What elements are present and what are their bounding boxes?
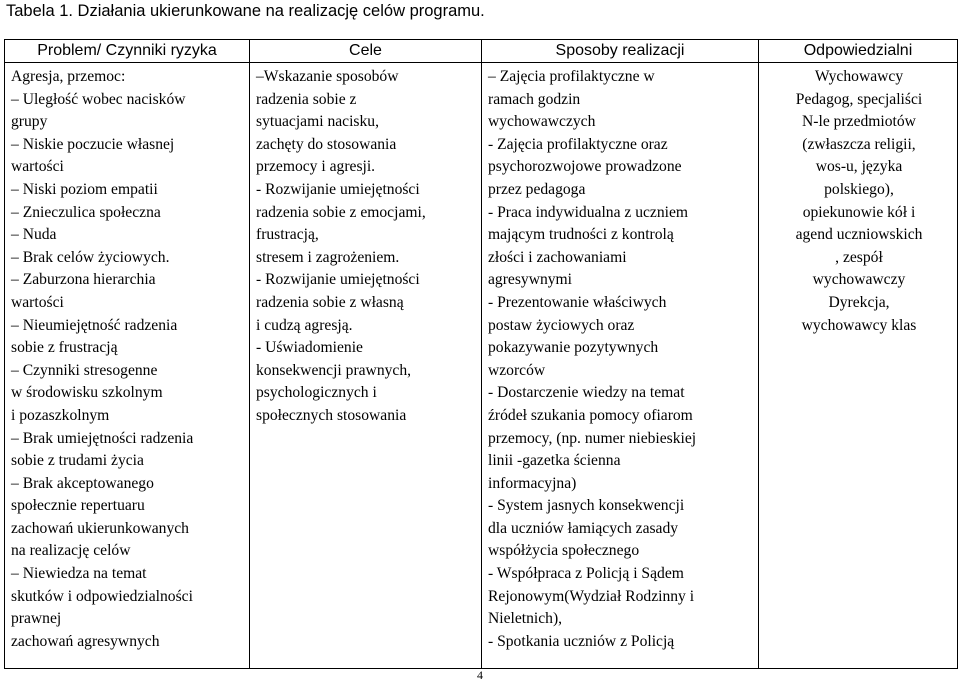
cell-line: - System jasnych konsekwencji: [488, 497, 685, 515]
cell-line: polskiego),: [824, 180, 894, 198]
cell-line: – Zaburzona hierarchia: [11, 271, 156, 289]
cell-methods: [482, 63, 759, 669]
cell-line: zachowań ukierunkowanych: [11, 519, 189, 537]
cell-line: – Brak umiejętności radzenia: [11, 429, 194, 447]
cell-line: – Czynniki stresogenne: [11, 361, 158, 379]
cell-problems: [5, 63, 250, 669]
cell-line: - Współpraca z Policją i Sądem: [488, 565, 684, 583]
cell-line: radzenia sobie z emocjami,: [256, 203, 426, 221]
methods-list: [482, 63, 758, 653]
problems-list: [5, 63, 249, 653]
cell-line: – Zajęcia profilaktyczne w: [488, 68, 655, 85]
actions-table: [4, 39, 958, 669]
goals-list: [250, 63, 481, 428]
cell-line: , zespół: [835, 248, 883, 266]
cell-line: wychowawcy klas: [801, 316, 917, 334]
cell-line: dla uczniów łamiących zasady: [488, 519, 679, 537]
cell-line: - Prezentowanie właściwych: [488, 293, 667, 311]
cell-line: - Uświadomienie: [256, 339, 363, 357]
cell-line: sobie z trudami życia: [11, 452, 144, 470]
cell-line: wzorców: [488, 361, 546, 379]
cell-line: i cudzą agresją.: [256, 316, 353, 334]
cell-line: złości i zachowaniami: [488, 248, 627, 266]
cell-line: w środowisku szkolnym: [11, 384, 163, 402]
cell-line: ramach godzin: [488, 90, 581, 108]
cell-line: Wychowawcy: [814, 68, 904, 85]
cell-line: Agresja, przemoc:: [11, 68, 126, 85]
cell-line: psychologicznych i: [256, 384, 377, 402]
cell-line: linii -gazetka ścienna: [488, 452, 621, 470]
cell-line: - Rozwijanie umiejętności: [256, 271, 420, 289]
responsible-list: [759, 63, 957, 337]
cell-line: – Niski poziom empatii: [11, 180, 158, 198]
cell-line: informacyjna): [488, 474, 577, 492]
cell-line: - Dostarczenie wiedzy na temat: [488, 384, 685, 402]
cell-line: na realizację celów: [11, 542, 131, 560]
cell-line: zachęty do stosowania: [256, 135, 397, 153]
table-header-row: [5, 40, 958, 63]
cell-line: pokazywanie pozytywnych: [488, 339, 659, 357]
cell-line: społecznie repertuaru: [11, 497, 145, 515]
cell-line: – Nieumiejętność radzenia: [11, 316, 178, 334]
cell-line: radzenia sobie z: [256, 90, 357, 108]
cell-line: – Znieczulica społeczna: [11, 203, 161, 221]
cell-line: (zwłaszcza religii,: [802, 135, 916, 153]
cell-goals: [250, 63, 482, 669]
cell-line: agresywnymi: [488, 271, 573, 289]
header-responsible: Odpowiedzialni: [759, 40, 958, 63]
cell-line: Pedagog, specjaliści: [795, 90, 923, 108]
header-goals: Cele: [250, 40, 482, 63]
cell-line: - Rozwijanie umiejętności: [256, 180, 420, 198]
cell-line: przez pedagoga: [488, 180, 586, 198]
cell-line: wychowawczy: [812, 271, 906, 289]
cell-line: agend uczniowskich: [795, 226, 923, 244]
cell-line: mającym trudności z kontrolą: [488, 226, 674, 244]
table-row: [5, 63, 958, 669]
cell-line: Nieletnich),: [488, 610, 563, 628]
header-problems: Problem/ Czynniki ryzyka: [5, 40, 250, 63]
cell-line: psychorozwojowe prowadzone: [488, 158, 682, 176]
cell-line: wartości: [11, 158, 64, 176]
cell-line: współżycia społecznego: [488, 542, 640, 560]
cell-line: radzenia sobie z własną: [256, 293, 404, 311]
cell-line: wartości: [11, 293, 64, 311]
cell-line: - Spotkania uczniów z Policją: [488, 632, 675, 650]
cell-line: – Niewiedza na temat: [11, 565, 147, 583]
cell-line: zachowań agresywnych: [11, 632, 160, 650]
cell-line: – Nuda: [11, 226, 57, 244]
cell-line: - Zajęcia profilaktyczne oraz: [488, 135, 668, 153]
cell-line: opiekunowie kół i: [802, 203, 916, 221]
cell-line: prawnej: [11, 610, 62, 628]
cell-line: – Niskie poczucie własnej: [11, 135, 175, 153]
cell-line: społecznych stosowania: [256, 406, 407, 424]
cell-line: – Brak akceptowanego: [11, 474, 154, 492]
cell-line: sobie z frustracją: [11, 339, 118, 357]
cell-line: frustracją,: [256, 226, 319, 244]
cell-line: i pozaszkolnym: [11, 406, 110, 424]
cell-line: stresem i zagrożeniem.: [256, 248, 400, 266]
cell-line: N-le przedmiotów: [802, 113, 916, 131]
cell-line: Dyrekcja,: [828, 293, 890, 311]
cell-line: grupy: [11, 113, 48, 131]
page-number: 4: [477, 668, 483, 682]
cell-line: źródeł szukania pomocy ofiarom: [488, 406, 693, 424]
cell-line: przemocy i agresji.: [256, 158, 376, 176]
cell-line: przemocy, (np. numer niebieskiej: [488, 429, 697, 447]
cell-line: Rejonowym(Wydział Rodzinny i: [488, 587, 695, 605]
cell-line: – Uległość wobec nacisków: [11, 90, 186, 108]
table-caption: Tabela 1. Działania ukierunkowane na realizację celów programu.: [6, 2, 485, 20]
cell-line: wychowawczych: [488, 113, 596, 131]
cell-line: – Brak celów życiowych.: [11, 248, 170, 266]
cell-line: postaw życiowych oraz: [488, 316, 635, 334]
header-methods: Sposoby realizacji: [482, 40, 759, 63]
cell-line: sytuacjami nacisku,: [256, 113, 379, 131]
cell-line: - Praca indywidualna z uczniem: [488, 203, 689, 221]
cell-line: skutków i odpowiedzialności: [11, 587, 193, 605]
cell-line: wos-u, języka: [815, 158, 903, 176]
cell-line: –Wskazanie sposobów: [256, 68, 399, 85]
cell-responsible: [759, 63, 958, 669]
cell-line: konsekwencji prawnych,: [256, 361, 412, 379]
